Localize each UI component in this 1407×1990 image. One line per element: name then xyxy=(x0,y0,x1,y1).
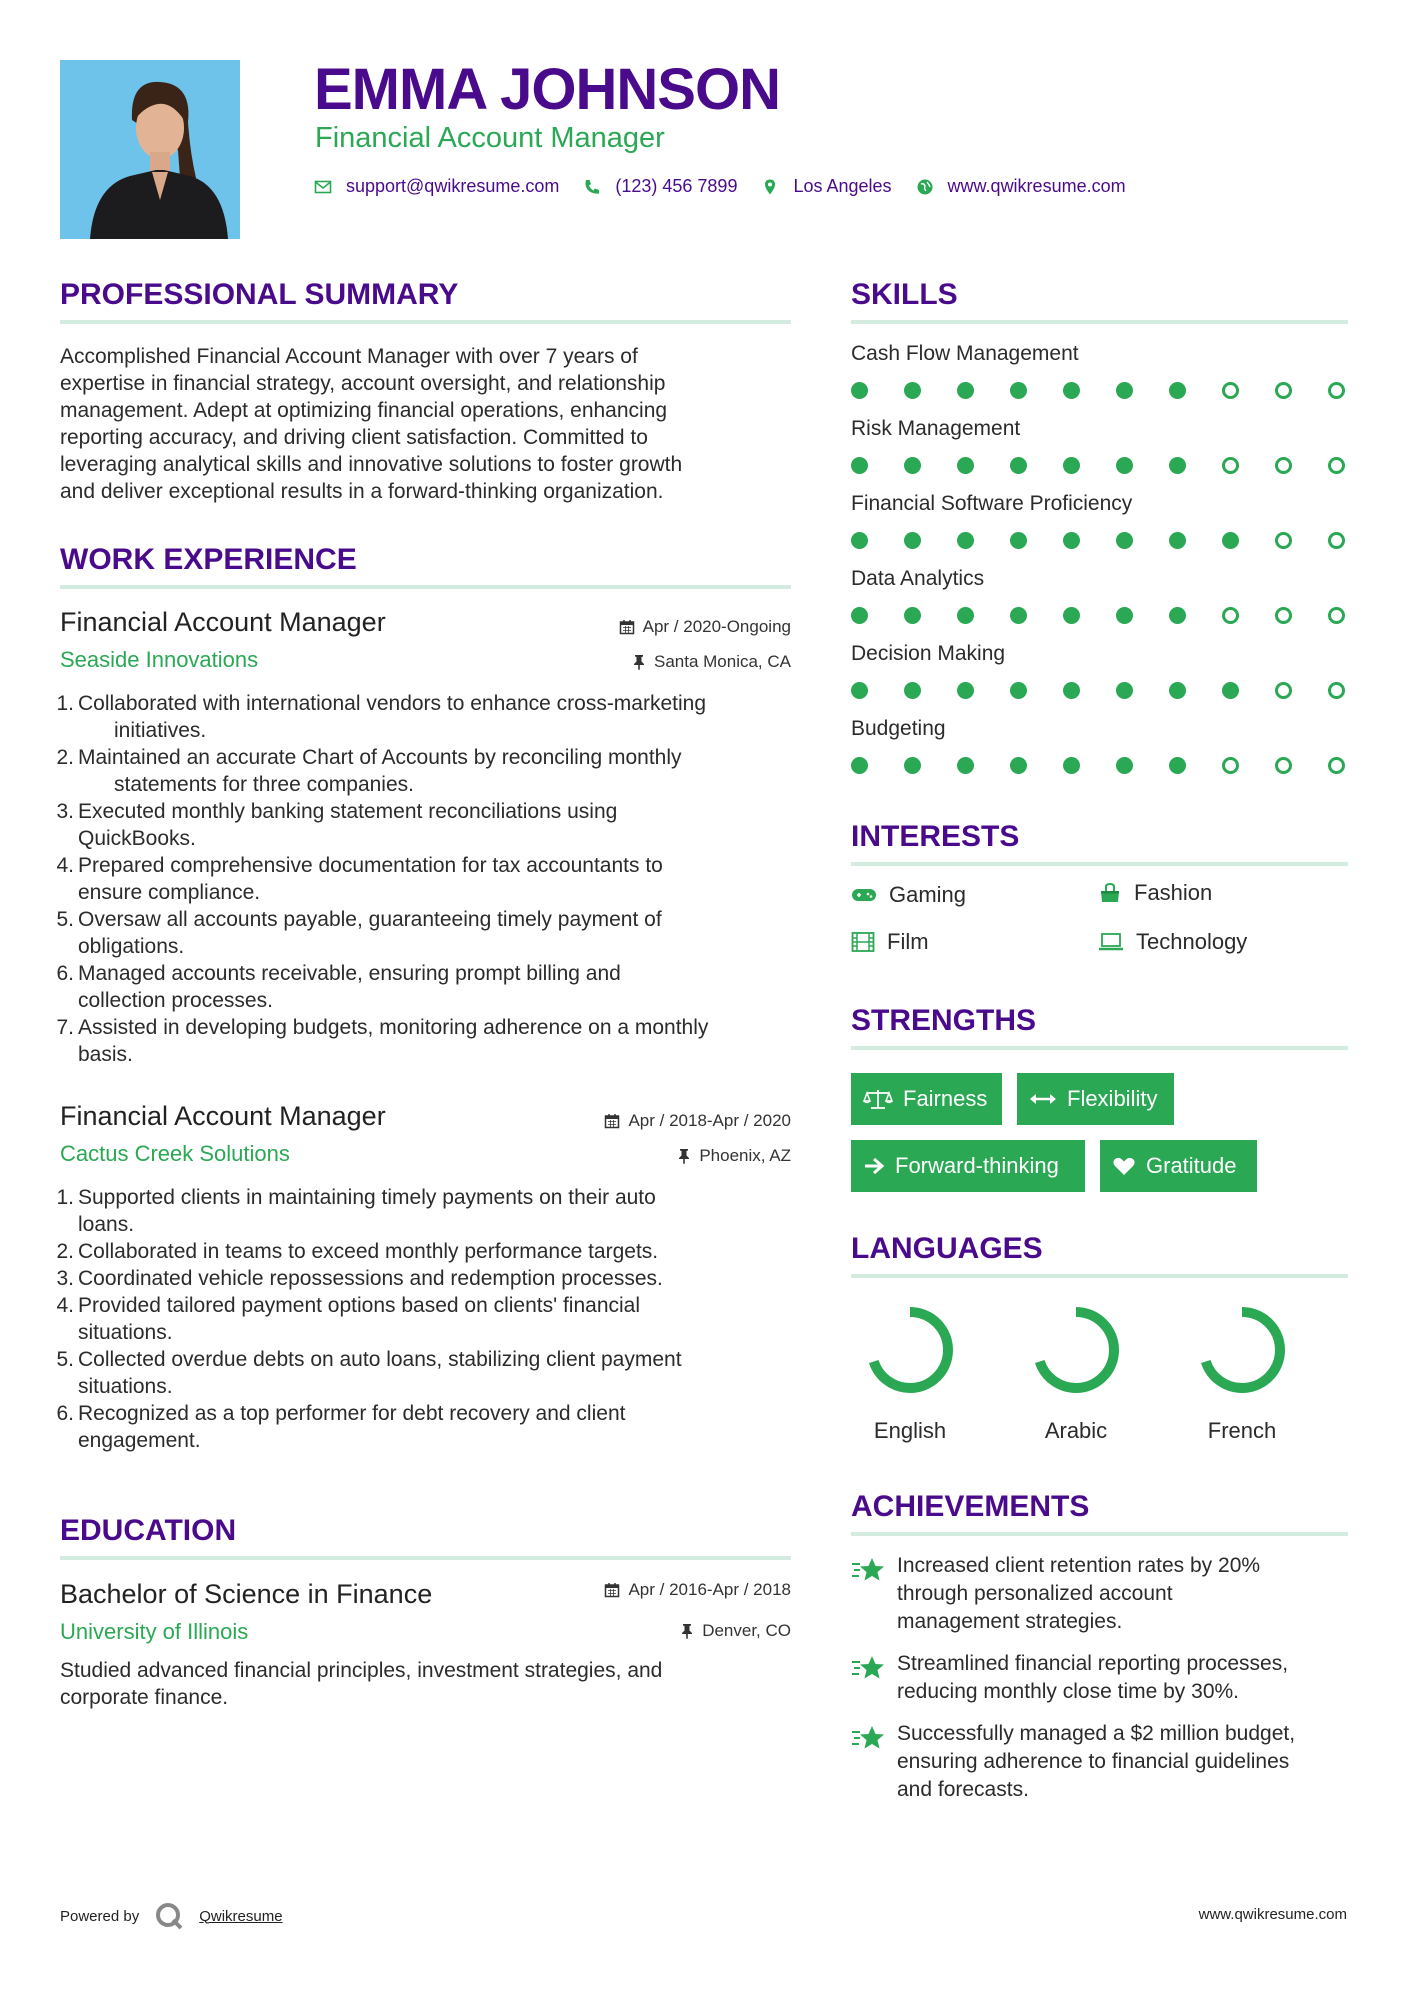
star-award-icon xyxy=(851,1654,887,1684)
language-ring xyxy=(860,1300,960,1400)
rating-dot-filled xyxy=(1169,682,1186,699)
language-label: English xyxy=(873,1418,947,1443)
list-number: 2. xyxy=(56,1240,74,1263)
summary-text xyxy=(60,343,800,505)
rating-dot-filled xyxy=(904,532,921,549)
degree-title: Bachelor of Science in Finance xyxy=(60,1579,433,1609)
list-text xyxy=(74,1292,640,1346)
education-divider xyxy=(60,1556,791,1560)
summary-line: leveraging analytical skills and innovative solutions to foster growth xyxy=(60,453,683,476)
arrows-horizontal-icon xyxy=(1029,1092,1057,1106)
rating-dot-filled xyxy=(957,757,974,774)
rating-dot-empty xyxy=(1275,757,1292,774)
skill-rating xyxy=(851,757,1381,774)
list-number: 7. xyxy=(56,1016,74,1039)
list-line: Prepared comprehensive documentation for tax accountants to xyxy=(78,854,663,877)
rating-dot-filled xyxy=(851,607,868,624)
rating-dot-filled xyxy=(957,382,974,399)
list-item xyxy=(56,690,816,744)
list-line: Maintained an accurate Chart of Accounts by reconciling monthly xyxy=(78,746,682,769)
rating-dot-empty xyxy=(1275,682,1292,699)
list-number: 1. xyxy=(56,1186,74,1209)
strengths-divider xyxy=(851,1046,1348,1050)
list-number: 2. xyxy=(56,746,74,769)
balance-scale-icon xyxy=(863,1088,893,1110)
list-line: obligations. xyxy=(78,935,185,958)
achievement-line: through personalized account xyxy=(897,1582,1173,1605)
achievement-text xyxy=(897,1552,1260,1636)
phone-icon xyxy=(583,178,601,196)
rating-dot-filled xyxy=(1116,682,1133,699)
skill-name: Decision Making xyxy=(851,642,1006,665)
achievement-item xyxy=(851,1650,1351,1706)
candidate-title: Financial Account Manager xyxy=(315,122,665,154)
summary-line: and deliver exceptional results in a forward-thinking organization. xyxy=(60,480,664,503)
rating-dot-filled xyxy=(1222,682,1239,699)
list-number: 3. xyxy=(56,800,74,823)
rating-dot-filled xyxy=(1063,682,1080,699)
list-line: Collaborated in teams to exceed monthly performance targets. xyxy=(78,1240,659,1263)
language-ring xyxy=(1192,1300,1292,1400)
strength-tag-gratitude xyxy=(1100,1140,1257,1192)
summary-line: Accomplished Financial Account Manager with over 7 years of xyxy=(60,345,638,368)
interest-film xyxy=(851,929,929,955)
map-marker-icon xyxy=(761,178,779,196)
interest-label: Film xyxy=(887,929,929,954)
list-line: initiatives. xyxy=(114,719,207,742)
list-text xyxy=(74,1400,625,1454)
rating-dot-filled xyxy=(904,457,921,474)
laptop-icon xyxy=(1098,932,1124,952)
strength-label: Gratitude xyxy=(1146,1153,1237,1178)
skill-rating xyxy=(851,607,1381,624)
rating-dot-empty xyxy=(1328,682,1345,699)
heart-icon xyxy=(1112,1156,1136,1176)
rating-dot-filled xyxy=(1116,532,1133,549)
strength-label: Fairness xyxy=(903,1086,988,1111)
strength-label: Forward-thinking xyxy=(895,1153,1059,1178)
job-title: Financial Account Manager xyxy=(60,1101,386,1131)
contact-email[interactable] xyxy=(314,176,559,197)
interest-label: Fashion xyxy=(1134,880,1213,905)
rating-dot-empty xyxy=(1328,607,1345,624)
rating-dot-empty xyxy=(1275,532,1292,549)
list-text xyxy=(74,852,663,906)
summary-divider xyxy=(60,320,791,324)
interests-heading: INTERESTS xyxy=(851,820,1020,853)
rating-dot-filled xyxy=(1169,607,1186,624)
education-description xyxy=(60,1657,800,1711)
globe-icon xyxy=(916,178,934,196)
list-number: 4. xyxy=(56,854,74,877)
education-dates-text: Apr / 2016-Apr / 2018 xyxy=(628,1580,791,1599)
list-line: situations. xyxy=(78,1375,173,1398)
star-award-icon xyxy=(851,1724,887,1754)
achievement-text xyxy=(897,1720,1295,1804)
skills-heading: SKILLS xyxy=(851,278,958,311)
list-line: Executed monthly banking statement reconciliations using xyxy=(78,800,618,823)
list-item xyxy=(56,1346,816,1400)
website-text: www.qwikresume.com xyxy=(947,176,1126,196)
rating-dot-filled xyxy=(1169,757,1186,774)
skill-rating xyxy=(851,532,1381,549)
profile-photo xyxy=(60,60,240,239)
rating-dot-filled xyxy=(1169,532,1186,549)
skills-divider xyxy=(851,320,1348,324)
rating-dot-filled xyxy=(1010,457,1027,474)
language-ring xyxy=(1026,1300,1126,1400)
rating-dot-filled xyxy=(1116,382,1133,399)
rating-dot-filled xyxy=(904,757,921,774)
rating-dot-empty xyxy=(1275,382,1292,399)
language-label: French xyxy=(1207,1418,1277,1443)
rating-dot-empty xyxy=(1222,457,1239,474)
rating-dot-filled xyxy=(957,682,974,699)
star-award-icon xyxy=(851,1556,887,1586)
list-text xyxy=(74,1014,708,1068)
skill-name: Financial Software Proficiency xyxy=(851,492,1133,515)
languages-divider xyxy=(851,1274,1348,1278)
achievement-item xyxy=(851,1552,1351,1636)
experience-divider xyxy=(60,585,791,589)
school-name: University of Illinois xyxy=(60,1619,249,1644)
list-line: QuickBooks. xyxy=(78,827,196,850)
strength-tag-fairness xyxy=(851,1073,1002,1125)
footer-powered-by xyxy=(60,1900,283,1932)
rating-dot-filled xyxy=(1063,382,1080,399)
education-dates xyxy=(604,1580,791,1600)
rating-dot-empty xyxy=(1275,607,1292,624)
rating-dot-filled xyxy=(1063,607,1080,624)
achievements-divider xyxy=(851,1532,1348,1536)
skill-rating xyxy=(851,382,1381,399)
job-bullets xyxy=(56,1184,816,1454)
strengths-heading: STRENGTHS xyxy=(851,1004,1037,1037)
language-level-arc xyxy=(1204,1312,1280,1388)
list-line: basis. xyxy=(78,1043,133,1066)
shopping-bag-icon xyxy=(1098,881,1122,905)
list-item xyxy=(56,1292,816,1346)
list-line: situations. xyxy=(78,1321,173,1344)
languages-heading: LANGUAGES xyxy=(851,1232,1043,1265)
list-item xyxy=(56,1265,816,1292)
list-line: ensure compliance. xyxy=(78,881,261,904)
candidate-name: EMMA JOHNSON xyxy=(314,57,780,122)
achievement-line: Increased client retention rates by 20% xyxy=(897,1554,1261,1577)
achievement-item xyxy=(851,1720,1351,1804)
list-text xyxy=(74,906,662,960)
strength-tag-flexibility xyxy=(1017,1073,1174,1125)
list-item xyxy=(56,1400,816,1454)
list-number: 6. xyxy=(56,962,74,985)
interest-fashion xyxy=(1098,880,1212,906)
language-item xyxy=(1006,1300,1146,1444)
list-item xyxy=(56,960,816,1014)
envelope-icon xyxy=(314,178,332,196)
rating-dot-filled xyxy=(1010,757,1027,774)
job-dates-text: Apr / 2018-Apr / 2020 xyxy=(628,1111,791,1130)
summary-line: expertise in financial strategy, account oversight, and relationship xyxy=(60,372,666,395)
location-text: Los Angeles xyxy=(793,176,892,196)
interest-label: Gaming xyxy=(889,882,967,907)
summary-heading: PROFESSIONAL SUMMARY xyxy=(60,278,459,311)
list-line: collection processes. xyxy=(78,989,273,1012)
list-text xyxy=(74,744,682,798)
language-label: Arabic xyxy=(1044,1418,1108,1443)
strength-tag-forward-thinking xyxy=(851,1140,1085,1192)
skill-name: Budgeting xyxy=(851,717,946,740)
list-number: 4. xyxy=(56,1294,74,1317)
rating-dot-filled xyxy=(1063,532,1080,549)
rating-dot-filled xyxy=(1169,382,1186,399)
education-line: Studied advanced financial principles, investment strategies, and xyxy=(60,1659,663,1682)
contact-website[interactable] xyxy=(916,176,1126,197)
list-line: engagement. xyxy=(78,1429,201,1452)
list-item xyxy=(56,852,816,906)
interest-gaming xyxy=(851,882,966,908)
rating-dot-filled xyxy=(904,682,921,699)
list-line: Collaborated with international vendors to enhance cross-marketing xyxy=(78,692,707,715)
contact-location xyxy=(761,176,891,197)
rating-dot-empty xyxy=(1328,532,1345,549)
qwikresume-logo-icon xyxy=(153,1900,187,1932)
gamepad-icon xyxy=(851,886,877,904)
job-dates-text: Apr / 2020-Ongoing xyxy=(642,617,791,636)
calendar-icon xyxy=(604,1113,620,1129)
rating-dot-empty xyxy=(1222,382,1239,399)
list-line: Oversaw all accounts payable, guaranteeing timely payment of xyxy=(78,908,662,931)
contact-bar xyxy=(314,176,1150,197)
calendar-icon xyxy=(619,619,635,635)
rating-dot-filled xyxy=(1116,457,1133,474)
pushpin-icon xyxy=(677,1148,691,1164)
list-number: 3. xyxy=(56,1267,74,1290)
list-line: Collected overdue debts on auto loans, stabilizing client payment xyxy=(78,1348,682,1371)
list-text xyxy=(74,960,621,1014)
rating-dot-filled xyxy=(1169,457,1186,474)
skill-name: Risk Management xyxy=(851,417,1021,440)
rating-dot-filled xyxy=(1222,532,1239,549)
job-company: Seaside Innovations xyxy=(60,647,259,672)
interest-technology xyxy=(1098,929,1247,955)
list-line: Coordinated vehicle repossessions and redemption processes. xyxy=(78,1267,663,1290)
job-bullets xyxy=(56,690,816,1068)
skill-name: Cash Flow Management xyxy=(851,342,1079,365)
list-item xyxy=(56,1014,816,1068)
rating-dot-filled xyxy=(1063,457,1080,474)
rating-dot-filled xyxy=(851,457,868,474)
interests-divider xyxy=(851,862,1348,866)
language-item xyxy=(840,1300,980,1444)
powered-by-text: Powered by xyxy=(60,1907,140,1925)
rating-dot-empty xyxy=(1328,382,1345,399)
achievements-heading: ACHIEVEMENTS xyxy=(851,1490,1090,1523)
education-location xyxy=(680,1621,791,1641)
language-item xyxy=(1172,1300,1312,1444)
rating-dot-filled xyxy=(851,682,868,699)
list-text xyxy=(74,1346,682,1400)
footer-url[interactable]: www.qwikresume.com xyxy=(1198,1906,1347,1923)
list-line: Supported clients in maintaining timely payments on their auto xyxy=(78,1186,656,1209)
achievement-text xyxy=(897,1650,1288,1706)
list-text xyxy=(74,1238,658,1265)
job-location-text: Phoenix, AZ xyxy=(699,1146,791,1165)
rating-dot-filled xyxy=(904,607,921,624)
pushpin-icon xyxy=(632,654,646,670)
achievement-line: Successfully managed a $2 million budget, xyxy=(897,1722,1296,1745)
skill-rating xyxy=(851,682,1381,699)
arrow-right-icon xyxy=(863,1157,885,1175)
achievement-line: ensuring adherence to financial guidelines xyxy=(897,1750,1290,1773)
qwikresume-link[interactable]: Qwikresume xyxy=(199,1907,283,1925)
language-level-arc xyxy=(872,1312,948,1388)
education-heading: EDUCATION xyxy=(60,1514,237,1547)
phone-text: (123) 456 7899 xyxy=(615,176,738,196)
rating-dot-filled xyxy=(1116,757,1133,774)
list-text xyxy=(74,1265,663,1292)
list-item xyxy=(56,1184,816,1238)
experience-heading: WORK EXPERIENCE xyxy=(60,543,357,576)
list-item xyxy=(56,744,816,798)
list-line: Recognized as a top performer for debt recovery and client xyxy=(78,1402,626,1425)
rating-dot-filled xyxy=(1063,757,1080,774)
rating-dot-filled xyxy=(851,532,868,549)
list-text xyxy=(74,690,706,744)
list-item xyxy=(56,906,816,960)
rating-dot-filled xyxy=(1116,607,1133,624)
achievement-line: and forecasts. xyxy=(897,1778,1029,1801)
film-icon xyxy=(851,931,875,953)
job-dates xyxy=(604,1111,791,1131)
job-location xyxy=(677,1146,791,1166)
summary-line: management. Adept at optimizing financial operations, enhancing xyxy=(60,399,668,422)
rating-dot-filled xyxy=(851,757,868,774)
rating-dot-filled xyxy=(1010,682,1027,699)
rating-dot-filled xyxy=(957,457,974,474)
list-number: 6. xyxy=(56,1402,74,1425)
education-location-text: Denver, CO xyxy=(702,1621,791,1640)
list-item xyxy=(56,798,816,852)
job-company: Cactus Creek Solutions xyxy=(60,1141,290,1166)
skill-name: Data Analytics xyxy=(851,567,985,590)
rating-dot-filled xyxy=(957,607,974,624)
list-number: 1. xyxy=(56,692,74,715)
job-dates xyxy=(619,617,791,637)
rating-dot-filled xyxy=(851,382,868,399)
list-item xyxy=(56,1238,816,1265)
skill-rating xyxy=(851,457,1381,474)
achievement-line: reducing monthly close time by 30%. xyxy=(897,1680,1239,1703)
summary-line: reporting accuracy, and driving client satisfaction. Committed to xyxy=(60,426,648,449)
achievement-line: Streamlined financial reporting processes, xyxy=(897,1652,1289,1675)
strength-label: Flexibility xyxy=(1067,1086,1158,1111)
calendar-icon xyxy=(604,1582,620,1598)
job-location-text: Santa Monica, CA xyxy=(653,652,791,671)
list-text xyxy=(74,1184,656,1238)
list-line: Managed accounts receivable, ensuring prompt billing and xyxy=(78,962,621,985)
job-title: Financial Account Manager xyxy=(60,607,386,637)
language-level-arc xyxy=(1038,1312,1114,1388)
list-line: statements for three companies. xyxy=(114,773,414,796)
rating-dot-empty xyxy=(1275,457,1292,474)
list-number: 5. xyxy=(56,908,74,931)
achievement-line: management strategies. xyxy=(897,1610,1123,1633)
list-line: Provided tailored payment options based on clients' financial xyxy=(78,1294,641,1317)
rating-dot-filled xyxy=(1010,607,1027,624)
rating-dot-empty xyxy=(1328,457,1345,474)
rating-dot-empty xyxy=(1328,757,1345,774)
education-line: corporate finance. xyxy=(60,1686,229,1709)
rating-dot-filled xyxy=(1010,382,1027,399)
rating-dot-filled xyxy=(1010,532,1027,549)
list-text xyxy=(74,798,617,852)
email-text: support@qwikresume.com xyxy=(346,176,560,196)
rating-dot-empty xyxy=(1222,607,1239,624)
pushpin-icon xyxy=(680,1623,694,1639)
rating-dot-filled xyxy=(904,382,921,399)
interest-label: Technology xyxy=(1136,929,1248,954)
list-line: Assisted in developing budgets, monitoring adherence on a monthly xyxy=(78,1016,709,1039)
list-number: 5. xyxy=(56,1348,74,1371)
job-location xyxy=(632,652,791,672)
rating-dot-empty xyxy=(1222,757,1239,774)
list-line: loans. xyxy=(78,1213,135,1236)
contact-phone[interactable] xyxy=(583,176,737,197)
rating-dot-filled xyxy=(957,532,974,549)
